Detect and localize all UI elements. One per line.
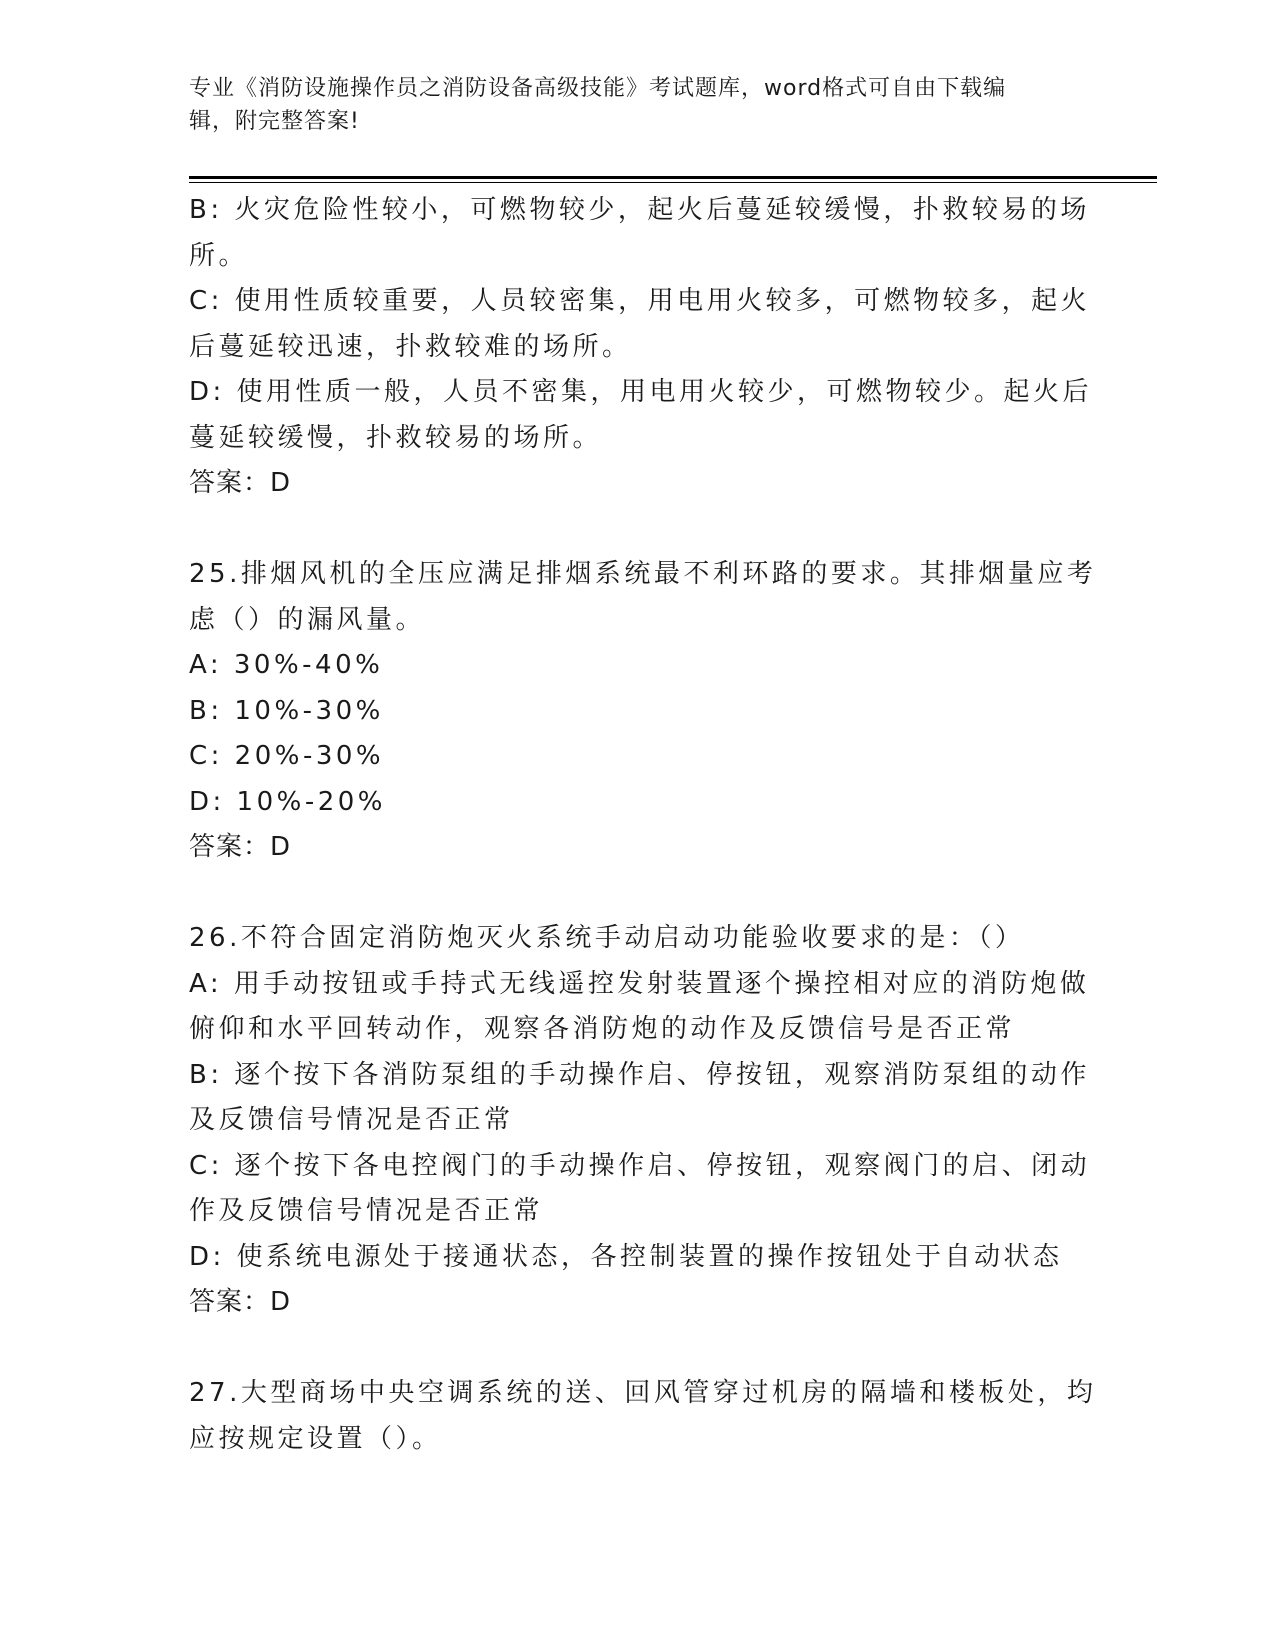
option-c-line-2: 后蔓延较迅速，扑救较难的场所。	[189, 331, 632, 362]
question-27-block	[189, 1371, 1097, 1462]
question-26-option-a-line-2: 俯仰和水平回转动作，观察各消防炮的动作及反馈信号是否正常	[189, 1014, 1016, 1044]
question-26-option-a-line-1: A: 用手动按钮或手持式无线遥控发射装置逐个操控相对应的消防炮做	[189, 968, 1090, 999]
option-d-line-1: D: 使用性质一般，人员不密集，用电用火较少，可燃物较少。起火后	[189, 377, 1093, 407]
question-25-stem-line-2: 虑（）的漏风量。	[189, 604, 426, 635]
question-27-stem-line-2: 应按规定设置（）。	[189, 1423, 442, 1454]
question-25-block	[189, 552, 1097, 871]
question-27-stem-line-1: 27.大型商场中央空调系统的送、回风管穿过机房的隔墙和楼板处，均	[189, 1378, 1097, 1408]
option-b-line-1: B: 火灾危险性较小，可燃物较少，起火后蔓延较缓慢，扑救较易的场	[189, 195, 1090, 225]
answer-line: 答案：D	[189, 468, 292, 498]
header-line-1: 专业《消防设施操作员之消防设备高级技能》考试题库，word格式可自由下载编	[189, 76, 1007, 101]
question-25-option-d: D: 10%-20%	[189, 786, 387, 817]
question-25-option-b: B: 10%-30%	[189, 695, 384, 726]
question-25-stem-line-1: 25.排烟风机的全压应满足排烟系统最不利环路的要求。其排烟量应考	[189, 559, 1097, 589]
header-divider-thick	[189, 176, 1157, 179]
question-content	[189, 188, 1097, 1462]
option-d-line-2: 蔓延较缓慢，扑救较易的场所。	[189, 422, 603, 453]
question-26-option-c-line-2: 作及反馈信号情况是否正常	[189, 1196, 544, 1226]
question-26-stem: 26.不符合固定消防炮灭火系统手动启动功能验收要求的是：（）	[189, 923, 1025, 953]
prev-question-block	[189, 188, 1093, 507]
question-26-option-c-line-1: C: 逐个按下各电控阀门的手动操作启、停按钮，观察阀门的启、闭动	[189, 1150, 1091, 1181]
question-26-option-b-line-1: B: 逐个按下各消防泵组的手动操作启、停按钮，观察消防泵组的动作	[189, 1059, 1090, 1090]
spacer	[189, 507, 1085, 553]
question-26-block	[189, 916, 1091, 1326]
header-divider-thin	[189, 182, 1157, 183]
document-header	[189, 72, 1069, 138]
question-25-answer: 答案：D	[189, 832, 292, 862]
question-25-option-a: A: 30%-40%	[189, 650, 384, 680]
option-c-line-1: C: 使用性质较重要，人员较密集，用电用火较多，可燃物较多，起火	[189, 286, 1091, 316]
option-b-line-2: 所。	[189, 240, 249, 271]
question-26-answer: 答案：D	[189, 1287, 292, 1317]
header-line-2: 辑，附完整答案!	[189, 109, 360, 134]
question-25-option-c: C: 20%-30%	[189, 741, 385, 771]
question-26-option-b-line-2: 及反馈信号情况是否正常	[189, 1105, 514, 1135]
spacer	[189, 1326, 1085, 1372]
question-26-option-d: D: 使系统电源处于接通状态，各控制装置的操作按钮处于自动状态	[189, 1241, 1063, 1272]
spacer	[189, 871, 1085, 917]
